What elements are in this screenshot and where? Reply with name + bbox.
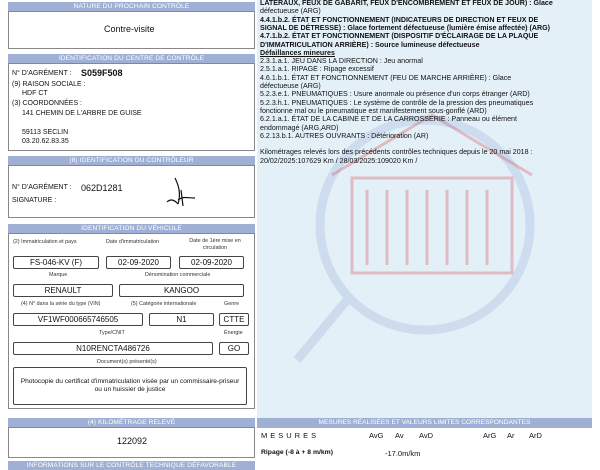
ripage-label: Ripage (-8 à + 8 m/km) [261, 449, 333, 456]
next-control-box [8, 11, 255, 49]
defect-line: 6.2.1.a.1. ÉTAT DE LA CABINE ET DE LA CARROSSERIE : Panneau ou élément [260, 115, 517, 124]
km-box [8, 427, 255, 458]
col-ard: ArD [529, 431, 542, 440]
immat-label: (2) Immatriculation et pays [13, 239, 77, 245]
col-avg: AvG [369, 431, 384, 440]
denom-field: KANGOO [119, 284, 244, 297]
immat-field: FS-046-KV (F) [13, 256, 99, 269]
mesures-box [257, 428, 592, 470]
defects-panel [257, 0, 592, 470]
km-value: 122092 [117, 436, 148, 446]
genre-field: CTTE [219, 313, 249, 326]
defect-line: Kilométrages relevés lors des précédents contrôles techniques depuis le 20 mai 2018 : [260, 148, 533, 157]
km-header: (4) KILOMÉTRAGE RELEVÉ [8, 418, 255, 427]
categorie-field: N1 [149, 313, 214, 326]
categorie-label: (5) Catégorie internationale [131, 301, 197, 307]
defect-line: LATÉRAUX, FEUX DE GABARIT, FEUX D'ENCOMBREMENT ET FEUX DE JOUR) : Glace [260, 0, 553, 7]
centre-address2: 59113 SECLIN [22, 129, 69, 136]
date-first-label: Date de 1ère mise en circulation [189, 238, 241, 251]
defect-line: D'IMMATRICULATION ARRIÈRE) : Source lumineuse défectueuse [260, 40, 480, 49]
marque-label: Marque [49, 272, 68, 278]
col-av: Av [395, 431, 404, 440]
centre-box [8, 63, 255, 151]
defect-line: 5.2.3.h.1. PNEUMATIQUES : Le système de contrôle de la pression des pneumatiques [260, 98, 534, 107]
next-control-value: Contre-visite [104, 24, 155, 34]
col-avd: AvD [419, 431, 434, 440]
controleur-header: (8) IDENTIFICATION DU CONTRÔLEUR [8, 156, 255, 165]
col-ar: Ar [507, 431, 515, 440]
centre-raison-value: HDF CT [22, 90, 48, 97]
defect-line: SIGNAL DE DÉTRESSE) : Glace fortement défectueuse (lumière émise affectée) (ARG) [260, 23, 550, 32]
defect-line: 4.7.1.b.2. ÉTAT ET FONCTIONNEMENT (DISPOSITIF D'ÉCLAIRAGE DE LA PLAQUE [260, 32, 539, 41]
centre-coord-label: (3) COORDONNÉES : [12, 100, 83, 107]
controleur-box [8, 165, 255, 218]
defect-line: défectueuse (ARG) [260, 7, 321, 16]
defect-line: défectueuse (ARG) [260, 82, 321, 90]
type-field: N10RENCTA486726 [13, 342, 213, 355]
docs-field: Photocopie du certificat d'immatriculation visée par un commissaire-priseur ou un huissier de justice [13, 367, 247, 405]
vin-label: (4) N° dans la série du type (VIN) [21, 301, 101, 307]
controleur-agrement-value: 062D1281 [81, 183, 123, 193]
controleur-agrement-label: N° D'AGRÉMENT : [12, 184, 72, 191]
ripage-value: -17.0m/km [385, 449, 421, 458]
vehicule-box [8, 233, 255, 409]
defect-line: 2.3.1.a.1. JEU DANS LA DIRECTION : Jeu anormal [260, 57, 423, 66]
marque-field: RENAULT [13, 284, 113, 297]
col-arg: ArG [483, 431, 497, 440]
defect-line: fonctionne mal ou le pneumatique est manifestement sous-gonflé (ARD) [260, 106, 487, 115]
docs-label: Document(s) présenté(s) [97, 359, 157, 365]
centre-agrement-value: S059F508 [81, 68, 123, 78]
left-column [8, 0, 255, 470]
denom-label: Dénomination commerciale [145, 272, 211, 278]
defect-line: 4.4.1.b.2. ÉTAT ET FONCTIONNEMENT (INDICATEURS DE DIRECTION ET FEUX DE [260, 15, 539, 24]
vehicule-header: IDENTIFICATION DU VÉHICULE [8, 224, 255, 233]
centre-phone: 03.20.62.83.35 [22, 138, 69, 145]
centre-agrement-label: N° D'AGRÉMENT : [12, 70, 72, 77]
energie-field: GO [219, 342, 249, 355]
next-control-header: NATURE DU PROCHAIN CONTRÔLE [8, 2, 255, 11]
defect-line: endommagé (ARG,ARD) [260, 123, 339, 132]
infos-header: INFORMATIONS SUR LE CONTRÔLE TECHNIQUE DÉFAVORABLE [8, 461, 255, 470]
centre-address1: 141 CHEMIN DE L'ARBRE DE GUISE [22, 110, 142, 117]
genre-label: Genre [224, 301, 239, 307]
defect-line: Défaillances mineures [260, 48, 335, 57]
signature-image [159, 176, 204, 208]
defect-line: 20/02/2025:107629 Km / 28/03/2025:109020 Km / [260, 156, 418, 165]
date-first-field: 02-09-2020 [179, 256, 244, 269]
mesures-header: MESURES RÉALISÉES ET VALEURS LIMITES CORRESPONDANTES [257, 418, 592, 428]
energie-label: Énergie [224, 330, 243, 336]
centre-raison-label: (9) RAISON SOCIALE : [12, 81, 86, 88]
vin-field: VF1WF000665746505 [13, 313, 143, 326]
controleur-signature-label: SIGNATURE : [12, 197, 57, 204]
date-immat-label: Date d'immatriculation [106, 239, 160, 245]
defect-line: 4.6.1.b.1. ÉTAT ET FONCTIONNEMENT (FEU DE MARCHE ARRIÈRE) : Glace [260, 73, 512, 82]
mesures-title: MESURES [261, 431, 320, 440]
defect-line: 2.5.1.a.1. RIPAGE : Ripage excessif [260, 65, 374, 74]
centre-header: IDENTIFICATION DU CENTRE DE CONTRÔLE [8, 54, 255, 63]
defect-line: 5.2.3.e.1. PNEUMATIQUES : Usure anormale ou présence d'un corps étranger (ARD) [260, 90, 530, 99]
type-label: Type/CNIT [99, 330, 125, 336]
defect-line: 6.2.13.b.1. AUTRES OUVRANTS : Détérioration (AR) [260, 131, 429, 140]
date-immat-field: 02-09-2020 [106, 256, 171, 269]
